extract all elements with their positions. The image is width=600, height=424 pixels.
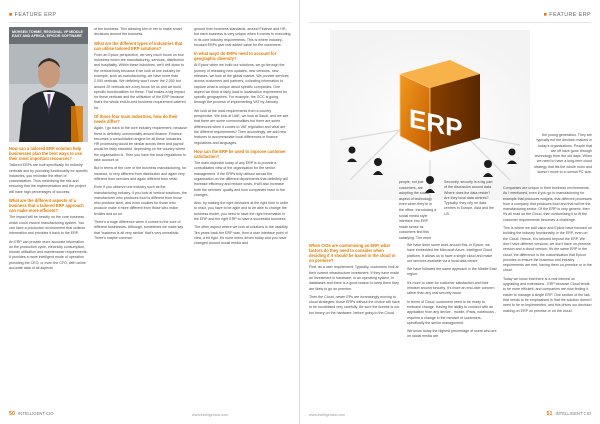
body-paragraph: But in terms of the core of the business manufacturing, for instance, is very different from distribution and again very different from services and again different from retail.	[94, 166, 187, 181]
body-paragraph: From an Epicor perspective, we very much focus on four industries which are manufacturing, services, distribution and hospitality. Within these industries, we'll drill down to the vertical body because if we look at one industry for example, such as manufacturing, we have more than 2,000 verticals. We definitely won't cover the 2,000 but around 20 verticals are a key focus for us and we build specific functionalities for these. That makes a big impact for these verticals and the utilisation of the ERP because that's the whole end-to-end business requirement catered for.	[94, 52, 186, 110]
right-column-1	[309, 243, 401, 403]
header-rule	[9, 22, 291, 23]
left-column-2	[94, 27, 188, 402]
magazine-name: INTELLIGENT CIO	[555, 411, 591, 416]
feature-tag	[9, 12, 56, 18]
portrait-photo	[9, 44, 88, 142]
page-number: 50	[9, 411, 15, 417]
magazine-name: INTELLIGENT CIO	[18, 411, 54, 416]
body-paragraph: Even if you observe one industry such as the manufacturing industry, if you look at vertical solutions, the manufacturer who produces food is different from those who produce steel, and even cookies for those who produce make it more different from those who make textiles and so on.	[94, 185, 187, 216]
question-heading: How can the ERP be used to improve customer satisfaction?	[194, 148, 286, 159]
right-column-1-intro: people, not just customers, are adopting the social aspect of technology even when they're in the office. Introducing a social media style interface into ERP made sense as customers find this satisfying. The more	[399, 180, 437, 240]
body-paragraph: Then the Cloud, newer EPs are increasingly moving to cloud strategies; those ERPs without the choice will have to be scrutinised very carefully. Be sure the license is not too heavy on the hardware, before going to the Cloud.	[309, 294, 400, 315]
feature-tag-label: FEATURE ERP	[549, 12, 591, 18]
right-footer	[546, 411, 591, 417]
body-paragraph: ground from business standards, around Finance and HR, but each business is very unique when it comes to executing in its core industry requirements. This is where industry-focused ERPs give real added value for the customers.	[194, 27, 291, 47]
feature-tag	[544, 12, 591, 18]
body-paragraph: Also, by making the right decisions at the right time in order to react, you have to be agile and to be able to change the business model, you need to have the right information in the ERP and the right ERP to have a successful business.	[194, 201, 289, 221]
left-column-1	[9, 146, 88, 400]
erp-cube-illustration	[330, 30, 530, 200]
body-paragraph: Companies are unique in their business environments. As I mentioned, even if you go to manufacturing for example that produces widgets, that different processes from a company that produces food and that will be the manufacturing sector. Of the ERP is very generic, then it's all read on the Cloud, then customising it to fit the customer requirements becomes a challenge.	[503, 186, 592, 222]
header-rule	[309, 22, 591, 23]
left-column-3	[194, 27, 291, 402]
body-paragraph: It's more to cater for customer satisfaction and their mindset around security. It's more an end-user concern rather than any real security issue.	[407, 280, 495, 296]
body-paragraph: Tailored ERPs are built specifically for industry verticals and by providing functionality for specific industries, you minimise the effort of customisation. Thus minimising the risk and ensuring that the implementation and the project will have high percentages of success.	[9, 163, 88, 194]
question-heading: In what ways do ERPs need to account for geographic diversity?	[194, 51, 277, 62]
body-paragraph: The other aspect where we look at solutions is the usability. Ten years back the ERP was, from a user interface point of view, a bit rigid. It's more menu driven today and you have changed around social media and	[194, 225, 289, 246]
left-footer	[9, 411, 54, 417]
body-paragraph: At Epicor when we build our solutions, we go through the journey of releasing new updates, new versions, new releases, we look at the global market. We provide services across customers and partners, collecting information to capture what is unique about specific companies. One aspect we think is fairly local is localisation requirement for specific geographies. For example, the GCC is going through the process of implementing VAT by January.	[194, 63, 289, 105]
body-paragraph: Today we know that there is a real interest on upgrading and extensions - ERP because Cloud tends to be more efficient, and companies are now finding it easier to manage a single ERP. One section of the talk that needs to be emphasised is that the solution doesn't need to be re-implemented, and this drives our decision making on ERP on premise or on the cloud.	[503, 276, 592, 313]
right-column-3	[503, 186, 592, 402]
right-page	[300, 0, 600, 424]
question-heading: What are the different aspects of a business that a tailored ERP approach can make more efficient?	[9, 198, 84, 214]
photo-caption: MOHSEN TOHME, REGIONAL VP MIDDLE EAST AND AFRICA, EPICOR SOFTWARE	[9, 27, 88, 44]
erp-cube-text: ERP	[409, 103, 463, 145]
page-number: 51	[546, 411, 553, 417]
feature-tag-marker: ■	[9, 12, 13, 18]
body-paragraph: We have followed the same approach in the Middle East region.	[407, 267, 497, 277]
body-paragraph: There's a huge difference when it comes to the core of different businesses. Although, sometimes we make say that 'business is all very similar' that's very unrealistic. There's maybe common	[94, 219, 184, 240]
question-heading: What are the different types of industries that can utilise tailored ERP solutions?	[94, 40, 183, 51]
body-paragraph: The impact will be heavily on the core business which could involve manufacturing system. You can have a production environment that collects information and provides it back to the ERP.	[9, 215, 86, 236]
body-paragraph: Again, I go back to the core industry requirement, because there is definitely commonality around finance. Finance becomes a consolidation engine for all these industries. HR processing would be similar across them and payroll would be fairly standard, depending on the country where the organisation is. Then you have the local regulations to take account of.	[94, 126, 188, 163]
right-footer-url: www.intelligentcio.com	[309, 413, 346, 417]
left-footer-url: www.intelligentcio.com	[192, 413, 229, 417]
body-paragraph: An ERP can provide more accurate information on the production cycle, electricity consumption, human utilisation and maintenance requirements. It provides a more intelligent mode of operation providing the CEO, or even the CFO, with online accurate data of all aspects	[9, 239, 88, 271]
body-paragraph: We have done some work around this. In Epicor, we have embedded the Microsoft Azure, Intelligent Cloud platform. It allows us to have a single cloud and make our services available via a local data centre.	[407, 243, 493, 263]
body-paragraph: We know today the highest percentage of users who are on social media are	[407, 329, 497, 339]
right-column-3-intro: the young generation. They are typically not the decision makers in today's organisations. People that are off have gone through technology from the old days. When we need to have a long-term cloud strategy that fits the whole room and doesn't move to a normal PC size.	[534, 133, 592, 175]
right-column-2	[407, 243, 497, 403]
body-paragraph: The main objective today of any ERP is to provide a consolidated view of the organisation for the senior management. If the ERPs fully utilised across the organisation on the different departments that definitely will increase efficiency and reduce costs, it will also increase both the services' quality and how companies react to the changes.	[194, 161, 288, 197]
body-paragraph: First, as a user requirement. Typically, customers look at their current infrastructure investment. If they have made an investment in hardware, in an operating system, in databases and there is a good reason to keep them they are likely to go on premise.	[309, 265, 400, 291]
question-heading: How can a tailored ERP solution help businesses plan the best ways to use their most important resources?	[9, 146, 83, 162]
question-heading: Of those four main industries, how do their needs differ?	[94, 114, 178, 125]
body-paragraph: of the business. This allowing him or her to make smart decisions around the business.	[94, 27, 182, 37]
body-paragraph: We look at the local requirements from a country perspective. We look at UAE, we look at Saudi, and we see that there are some commonalities but there are some differences when it comes to VAT regulation and what are the different requirements? Then accordingly, we add new features to accommodate local differences in finance regulations and languages.	[194, 108, 289, 145]
question-heading: When CIOs are customising an ERP, what factors do they need to consider when deciding if it should be based in the cloud or on premise?	[309, 243, 396, 264]
body-paragraph: In terms of Cloud, customers need to be ready to embrace change. Having the ability to connect with an application from any device - mobile, iPads, notebooks - requires a change in the mindset of customers, specifically the senior management.	[407, 299, 497, 325]
right-column-2-intro: Secondly, security is a big part of the discussion around data. Where does the data reside? Are they local data centres? Typically, they rely on data centres in Europe, Asia and the US.	[444, 180, 494, 216]
body-paragraph: This is where we add value and Epicor have focused on building the industry functionality in the ERP, even on the Cloud. Hence, it is tailored beyond the ERP. We don't have different versions; we don't have on-premise version and a cloud version. It's the same ERP in the cloud, the difference is the customisation that Epicor provides to ensure the business and industry requirements are met, having them on-premise or in the cloud.	[503, 226, 592, 273]
feature-tag-marker: ■	[543, 12, 548, 18]
portrait-illustration	[9, 44, 88, 142]
feature-tag-label: FEATURE ERP	[14, 12, 57, 18]
